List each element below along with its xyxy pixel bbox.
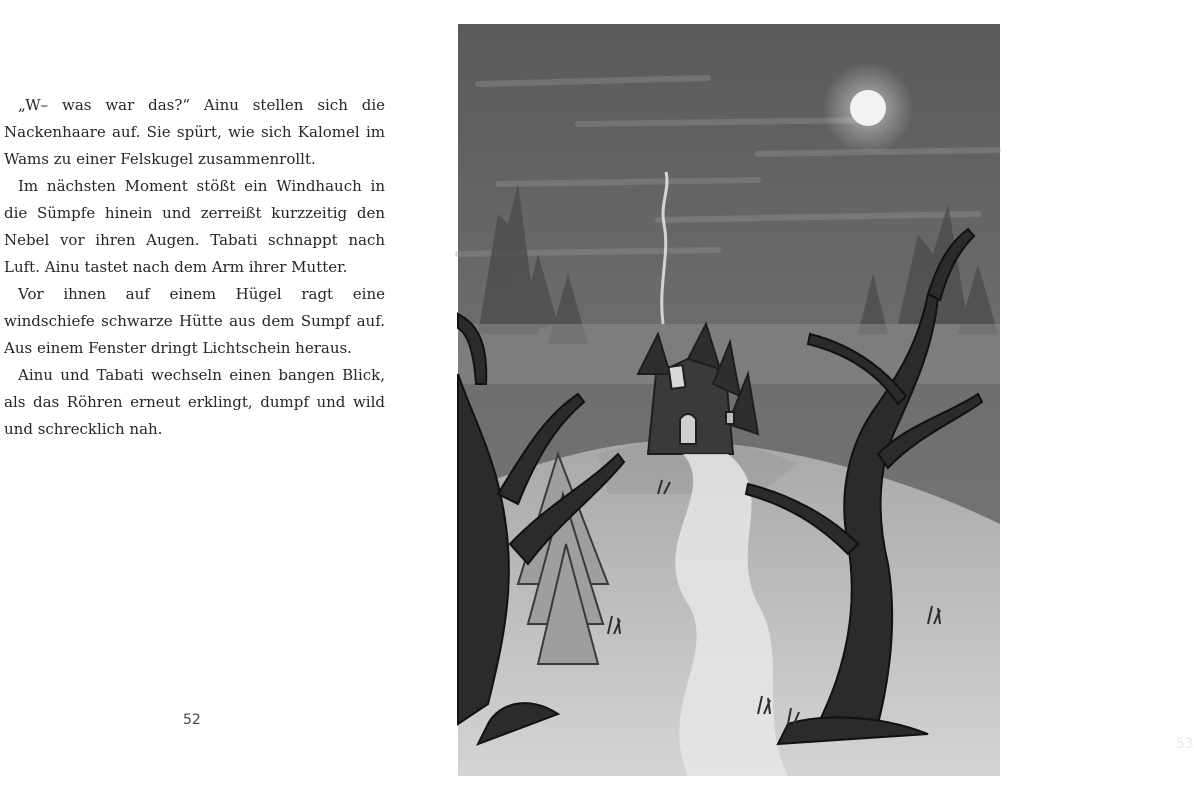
left-page (0, 0, 458, 800)
page-number-left: 52 (183, 712, 201, 728)
paragraph: Im nächsten Moment stößt ein Windhauch in die Sümpfe hinein und zerreißt kurzzeitig den Nebel vor ihren Augen. Tabati schnappt nach Luft. Ainu tastet nach dem Arm ihrer Mutter. (4, 177, 385, 276)
paragraph: „W– was war das?“ Ainu stellen sich die Nackenhaare auf. Sie spürt, wie sich Kalomel im Wams zu einer Felskugel zusammenrollt. (4, 96, 385, 168)
page-number-right: 53 (1176, 736, 1194, 752)
paragraph: Vor ihnen auf einem Hügel ragt eine windschiefe schwarze Hütte aus dem Sumpf auf. Aus einem Fenster dringt Lichtschein heraus. (4, 285, 385, 357)
moon-icon (850, 90, 886, 126)
paragraph: Ainu und Tabati wechseln einen bangen Blick, als das Röhren erneut erklingt, dumpf und wild und schrecklich nah. (4, 366, 385, 438)
swamp-hut-illustration (458, 24, 1194, 776)
story-text (4, 92, 385, 443)
